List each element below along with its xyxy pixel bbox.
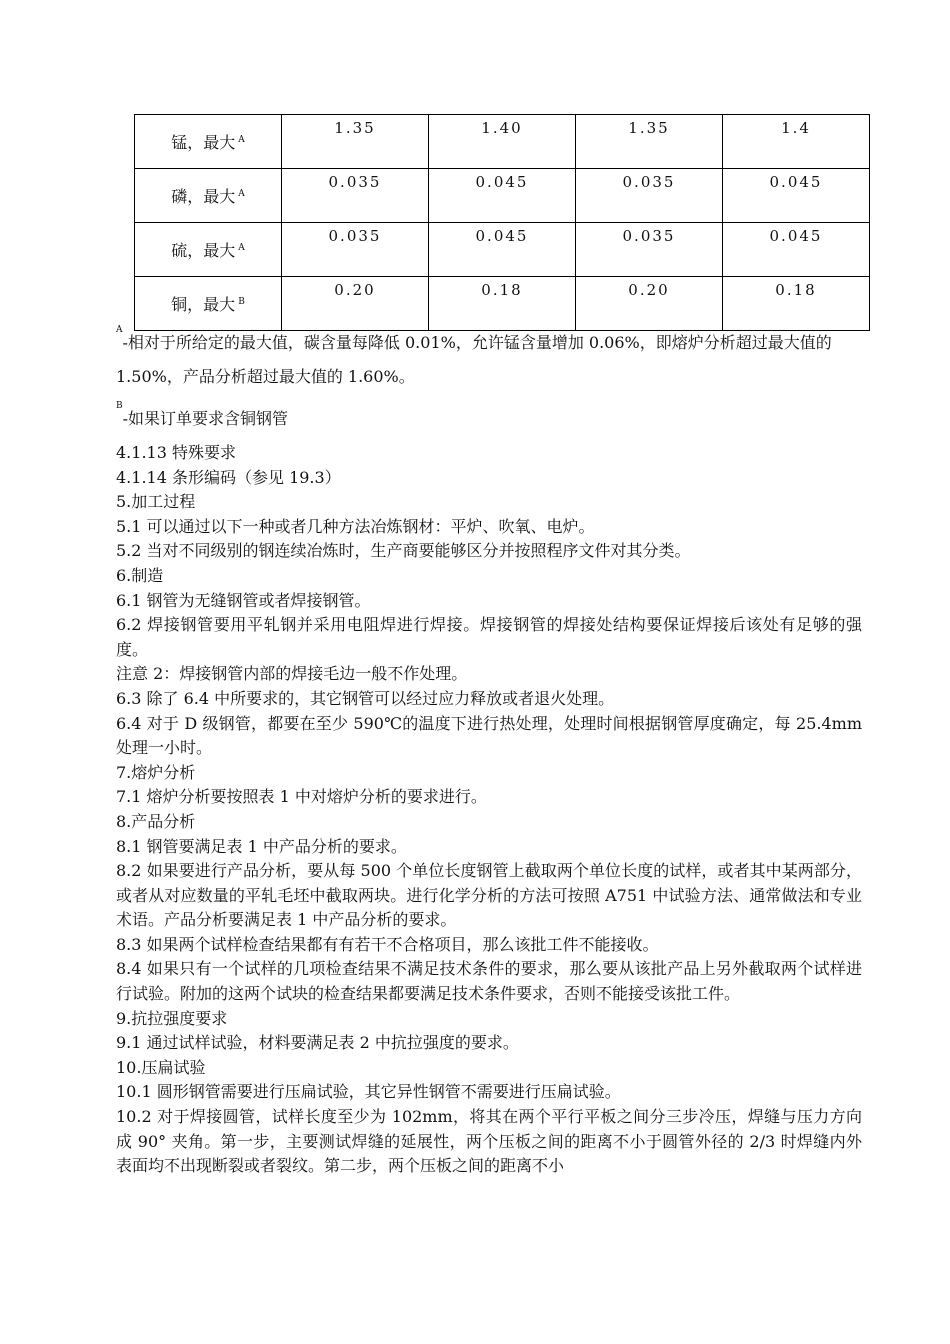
value-cell: 0.18 [429, 277, 576, 331]
value-cell: 0.045 [723, 169, 870, 223]
value-cell: 0.035 [282, 169, 429, 223]
paragraph: 6.4 对于 D 级钢管，都要在至少 590℃的温度下进行热处理，处理时间根据钢管厚度确定，每 25.4mm 处理一小时。 [116, 713, 862, 758]
footnote-mark: A [238, 188, 245, 199]
paragraph: 10.1 圆形钢管需要进行压扁试验，其它异性钢管不需要进行压扁试验。 [116, 1082, 621, 1102]
paragraph: 7.1 熔炉分析要按照表 1 中对熔炉分析的要求进行。 [116, 787, 487, 807]
table-row [135, 115, 870, 169]
paragraph: 9.抗拉强度要求 [116, 1008, 228, 1028]
footnote-mark: A [238, 242, 245, 253]
footnote-a-text: -相对于所给定的最大值，碳含量每降低 0.01%，允许锰含量增加 0.06%，即熔炉分析超过最大值的 1.50%，产品分析超过最大值的 1.60%。 [116, 333, 832, 386]
paragraph: 8.3 如果两个试样检查结果都有有若干不合格项目，那么该批工件不能接收。 [116, 934, 659, 954]
value-cell: 0.045 [429, 223, 576, 277]
paragraph: 8.产品分析 [116, 811, 196, 831]
paragraph: 注意 2：焊接钢管内部的焊接毛边一般不作处理。 [116, 664, 468, 684]
value-cell: 1.40 [429, 115, 576, 169]
paragraph: 6.1 钢管为无缝钢管或者焊接钢管。 [116, 590, 371, 610]
paragraph: 5.2 当对不同级别的钢连续冶炼时，生产商要能够区分并按照程序文件对其分类。 [116, 541, 691, 561]
paragraph: 6.2 焊接钢管要用平轧钢并采用电阻焊进行焊接。焊接钢管的焊接处结构要保证焊接后该处有足够的强度。 [116, 615, 862, 659]
value-cell: 0.045 [723, 223, 870, 277]
paragraph: 10.2 对于焊接圆管，试样长度至少为 102mm，将其在两个平行平板之间分三步冷压，焊缝与压力方向成 90° 夹角。第一步，主要测试焊缝的延展性，两个压板之间的距离不小于圆管外径的 2/3 时焊缝内外表面均不出现断裂或者裂纹。第二步，两个压板之间的距离不小 [116, 1107, 862, 1176]
paragraph: 10.压扁试验 [116, 1057, 206, 1077]
row-label: 磷，最大 [171, 187, 236, 206]
value-cell: 1.4 [723, 115, 870, 169]
value-cell: 0.20 [576, 277, 723, 331]
chemical-composition-table [134, 114, 870, 331]
table-body [135, 115, 870, 331]
footnote-a-mark: A [116, 325, 123, 335]
row-label-cell [135, 115, 282, 169]
row-label: 硫，最大 [171, 241, 236, 260]
value-cell: 0.045 [429, 169, 576, 223]
paragraph: 8.2 如果要进行产品分析，要从每 500 个单位长度钢管上截取两个单位长度的试样，或者其中某两部分，或者从对应数量的平轧毛坯中截取两块。进行化学分析的方法可按照 A751 中试验方法、通常做法和专业术语。产品分析要满足表 1 中产品分析的要求。 [116, 861, 862, 930]
table-row [135, 223, 870, 277]
paragraph: 5.1 可以通过以下一种或者几种方法冶炼钢材：平炉、吹氧、电炉。 [116, 516, 595, 536]
value-cell: 0.035 [576, 169, 723, 223]
footnote-mark: A [238, 134, 245, 145]
paragraph: 4.1.13 特殊要求 [116, 443, 236, 462]
paragraph: 6.3 除了 6.4 中所要求的，其它钢管可以经过应力释放或者退火处理。 [116, 688, 615, 708]
table-row [135, 169, 870, 223]
paragraph: 8.4 如果只有一个试样的几项检查结果不满足技术条件的要求，那么要从该批产品上另外截取两个试样进行试验。附加的这两个试块的检查结果都要满足技术条件要求，否则不能接受该批工件。 [116, 959, 862, 1004]
paragraph: 9.1 通过试样试验，材料要满足表 2 中抗拉强度的要求。 [116, 1033, 519, 1053]
table-row [135, 277, 870, 331]
paragraph: 8.1 钢管要满足表 1 中产品分析的要求。 [116, 836, 407, 856]
footnote-a [116, 326, 862, 394]
value-cell: 0.035 [576, 223, 723, 277]
row-label-cell [135, 169, 282, 223]
row-label-cell [135, 223, 282, 277]
paragraph: 6.制造 [116, 565, 164, 585]
paragraph: 5.加工过程 [116, 492, 196, 512]
footnote-b [116, 402, 862, 436]
footnote-b-text: -如果订单要求含铜钢管 [122, 409, 289, 428]
body-text [116, 441, 862, 1179]
row-label-cell [135, 277, 282, 331]
paragraph: 7.熔炉分析 [116, 762, 196, 782]
row-label: 铜，最大 [171, 295, 236, 314]
value-cell: 1.35 [282, 115, 429, 169]
footnote-b-mark: B [116, 401, 123, 411]
footnote-mark: B [238, 296, 245, 307]
value-cell: 0.18 [723, 277, 870, 331]
value-cell: 0.035 [282, 223, 429, 277]
row-label: 锰，最大 [171, 133, 236, 152]
value-cell: 1.35 [576, 115, 723, 169]
value-cell: 0.20 [282, 277, 429, 331]
paragraph: 4.1.14 条形编码（参见 19.3） [116, 467, 341, 487]
